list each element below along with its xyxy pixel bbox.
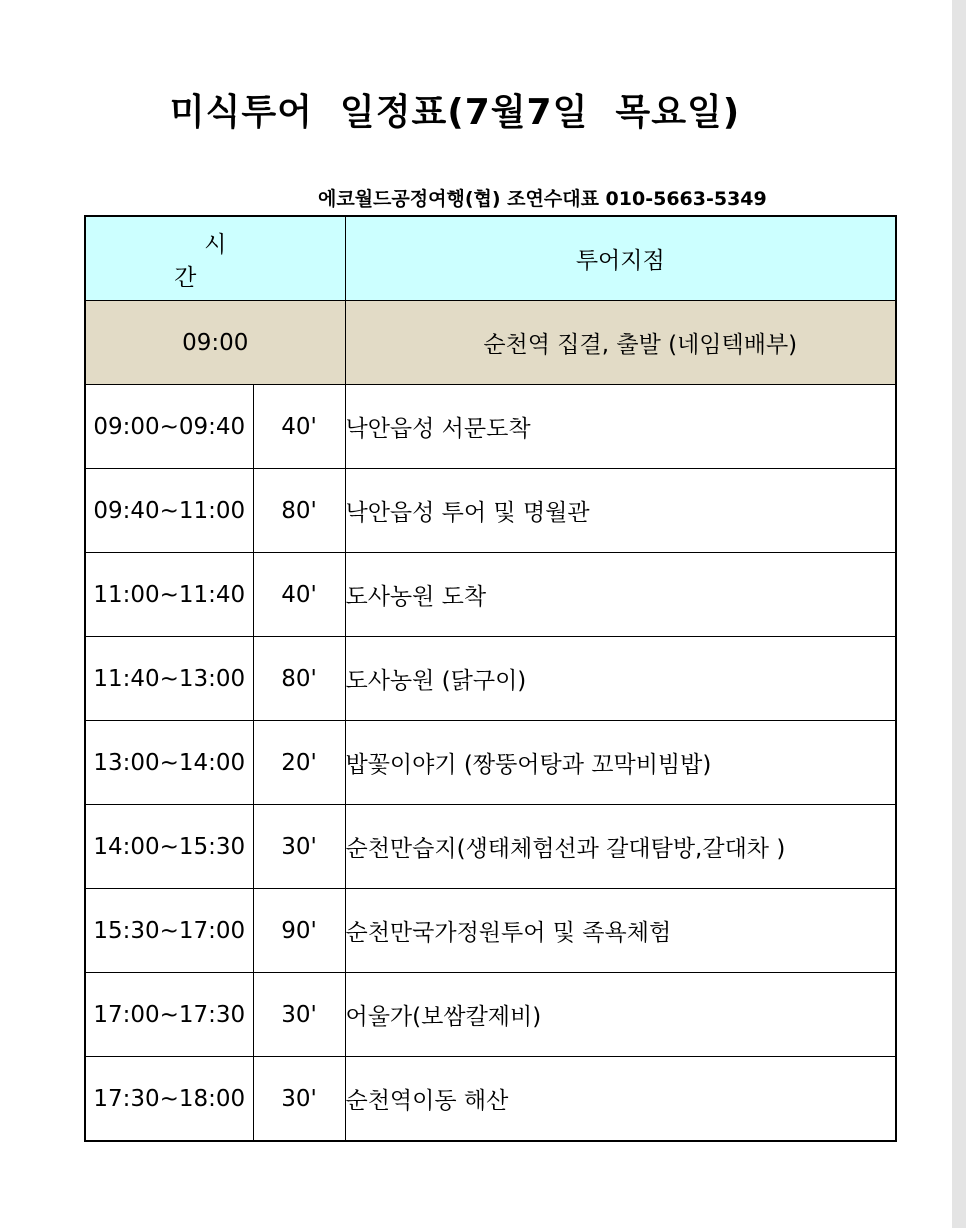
tour-spot-cell: 순천만국가정원투어 및 족욕체험 bbox=[345, 889, 896, 973]
duration-cell: 40' bbox=[253, 385, 345, 469]
meeting-row bbox=[85, 301, 896, 385]
table-header-row bbox=[85, 216, 896, 301]
table-row bbox=[85, 385, 896, 469]
meeting-spot: 순천역 집결, 출발 (네임텍배부) bbox=[345, 301, 896, 385]
table-row bbox=[85, 889, 896, 973]
tour-spot-cell: 도사농원 (닭구이) bbox=[345, 637, 896, 721]
time-range-cell: 09:40~11:00 bbox=[85, 469, 253, 553]
organizer-contact: 에코월드공정여행(협) 조연수대표 010-5663-5349 bbox=[318, 188, 767, 210]
tour-spot-cell: 어울가(보쌈칼제비) bbox=[345, 973, 896, 1057]
table-row bbox=[85, 1057, 896, 1142]
duration-cell: 80' bbox=[253, 637, 345, 721]
tour-spot-cell: 낙안읍성 투어 및 명월관 bbox=[345, 469, 896, 553]
table-row bbox=[85, 553, 896, 637]
spot-column-header: 투어지점 bbox=[345, 216, 896, 301]
duration-cell: 30' bbox=[253, 805, 345, 889]
table-row bbox=[85, 469, 896, 553]
time-column-header: 시 간 bbox=[85, 216, 345, 301]
time-range-cell: 11:00~11:40 bbox=[85, 553, 253, 637]
time-range-cell: 15:30~17:00 bbox=[85, 889, 253, 973]
table-row bbox=[85, 637, 896, 721]
time-range-cell: 13:00~14:00 bbox=[85, 721, 253, 805]
tour-spot-cell: 도사농원 도착 bbox=[345, 553, 896, 637]
duration-cell: 30' bbox=[253, 1057, 345, 1142]
tour-spot-cell: 낙안읍성 서문도착 bbox=[345, 385, 896, 469]
tour-spot-cell: 순천만습지(생태체험선과 갈대탐방,갈대차 ) bbox=[345, 805, 896, 889]
page-title: 미식투어 일정표(7월7일 목요일) bbox=[169, 92, 741, 133]
time-range-cell: 14:00~15:30 bbox=[85, 805, 253, 889]
tour-spot-cell: 밥꽃이야기 (짱뚱어탕과 꼬막비빔밥) bbox=[345, 721, 896, 805]
duration-cell: 90' bbox=[253, 889, 345, 973]
duration-cell: 40' bbox=[253, 553, 345, 637]
schedule-table bbox=[84, 215, 897, 1142]
time-range-cell: 17:00~17:30 bbox=[85, 973, 253, 1057]
table-row bbox=[85, 973, 896, 1057]
duration-cell: 80' bbox=[253, 469, 345, 553]
time-range-cell: 17:30~18:00 bbox=[85, 1057, 253, 1142]
table-row bbox=[85, 721, 896, 805]
table-row bbox=[85, 805, 896, 889]
duration-cell: 20' bbox=[253, 721, 345, 805]
vertical-scrollbar[interactable] bbox=[952, 0, 966, 1228]
duration-cell: 30' bbox=[253, 973, 345, 1057]
time-range-cell: 11:40~13:00 bbox=[85, 637, 253, 721]
time-range-cell: 09:00~09:40 bbox=[85, 385, 253, 469]
meeting-time: 09:00 bbox=[85, 301, 345, 385]
tour-spot-cell: 순천역이동 해산 bbox=[345, 1057, 896, 1142]
